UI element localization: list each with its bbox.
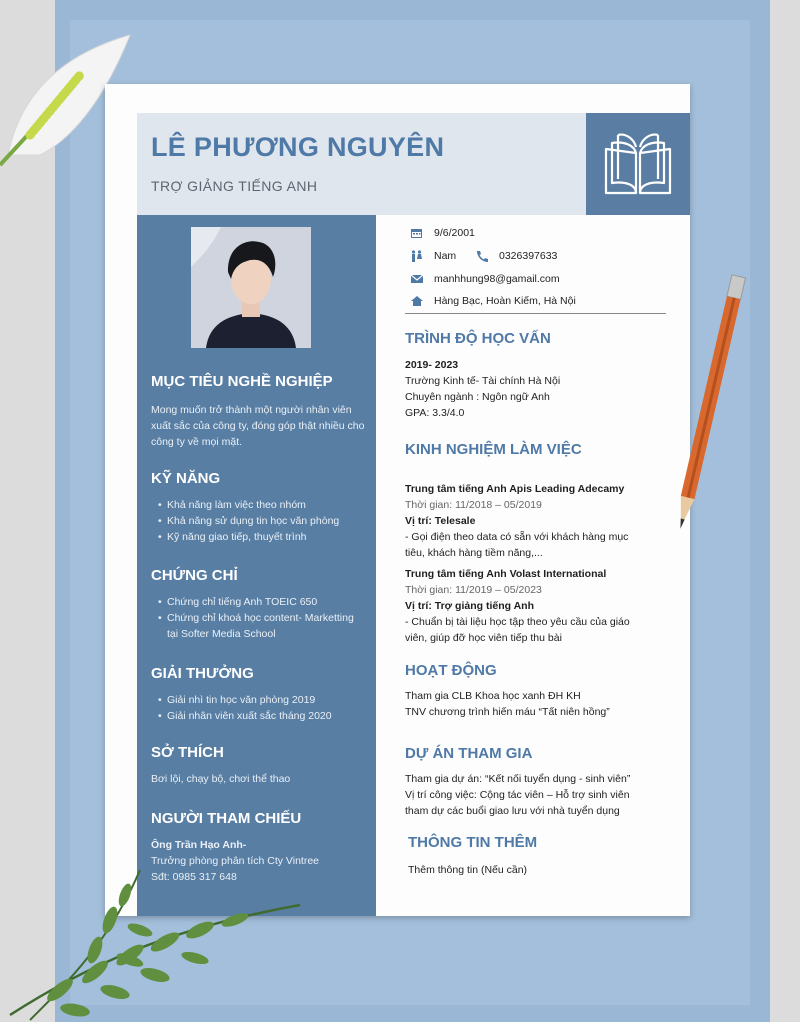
divider — [405, 313, 666, 314]
job-time: Thời gian: 11/2018 – 05/2019 — [405, 499, 542, 511]
home-icon — [410, 295, 424, 307]
address-row — [410, 295, 576, 307]
header-band — [137, 113, 586, 215]
education-school: Trường Kinh tế- Tài chính Hà Nội — [405, 375, 561, 387]
objective-heading: MỤC TIÊU NGHỀ NGHIỆP — [151, 373, 333, 390]
activities-heading: HOẠT ĐỘNG — [405, 662, 497, 679]
education-block — [405, 357, 650, 421]
address-value: Hàng Bạc, Hoàn Kiếm, Hà Nội — [434, 295, 576, 307]
fern-decoration — [0, 850, 310, 1022]
job-desc: - Chuẩn bị tài liệu học tập theo yêu cầu của giáo viên, giúp đỡ học viên tiếp thu bài — [405, 616, 630, 644]
certificates-heading: CHỨNG CHỈ — [151, 567, 238, 584]
gender-icon — [410, 250, 424, 262]
list-item: • Kỹ năng giao tiếp, thuyết trình — [158, 529, 363, 545]
book-logo-box — [586, 113, 690, 215]
dob-value: 9/6/2001 — [434, 227, 475, 239]
email-row — [410, 273, 560, 285]
activity-line: Tham gia CLB Khoa học xanh ĐH KH — [405, 690, 581, 702]
list-item: • Khả năng sử dụng tin học văn phòng — [158, 513, 363, 529]
job-time: Thời gian: 11/2019 – 05/2023 — [405, 584, 542, 596]
skills-heading: KỸ NĂNG — [151, 470, 221, 487]
phone-row — [475, 250, 557, 262]
skills-list — [158, 497, 363, 545]
job-position: Vị trí: Trợ giảng tiếng Anh — [405, 600, 534, 612]
candidate-name: LÊ PHƯƠNG NGUYÊN — [151, 132, 445, 162]
objective-text: Mong muốn trở thành một người nhân viên xuất sắc của công ty, đóng góp thật nhiều cho công ty về mọi mặt. — [151, 404, 365, 448]
experience-job-1 — [405, 481, 650, 561]
phone-value: 0326397633 — [499, 250, 558, 262]
gender-row — [410, 250, 456, 262]
pencil-decoration — [664, 268, 754, 543]
job-desc: - Gọi điện theo data có sẵn với khách hàng mục tiêu, khách hàng tiềm năng,... — [405, 531, 629, 559]
education-heading: TRÌNH ĐỘ HỌC VẤN — [405, 330, 551, 347]
projects-block — [405, 771, 650, 819]
list-item: • Giải nhân viên xuất sắc tháng 2020 — [158, 708, 363, 724]
calendar-icon — [410, 227, 424, 239]
awards-list — [158, 692, 363, 724]
email-value: manhhung98@gamail.com — [434, 273, 560, 285]
awards-heading: GIẢI THƯỞNG — [151, 665, 254, 682]
activities-block — [405, 688, 650, 720]
extra-text: Thêm thông tin (Nếu cần) — [408, 864, 528, 876]
experience-job-2 — [405, 566, 650, 646]
project-line: Tham gia dự án: “Kết nối tuyển dụng - sinh viên” — [405, 773, 631, 785]
extra-heading: THÔNG TIN THÊM — [408, 834, 538, 851]
gender-value: Nam — [434, 250, 457, 262]
education-major: Chuyên ngành : Ngôn ngữ Anh — [405, 391, 550, 403]
candidate-role: TRỢ GIẢNG TIẾNG ANH — [151, 178, 318, 194]
portrait-image — [191, 227, 311, 348]
profile-photo — [191, 227, 311, 348]
experience-heading: KINH NGHIỆM LÀM VIỆC — [405, 441, 582, 458]
certificates-list — [158, 594, 363, 642]
project-line: Vị trí công việc: Cộng tác viên – Hỗ trợ sinh viên tham dự các buổi giao lưu với nhà tuyển dụng — [405, 789, 630, 817]
job-position: Vị trí: Telesale — [405, 515, 476, 527]
projects-heading: DỰ ÁN THAM GIA — [405, 745, 533, 762]
phone-icon — [475, 250, 489, 262]
list-item: • Giải nhì tin học văn phòng 2019 — [158, 692, 363, 708]
dob-row — [410, 227, 475, 239]
open-book-icon — [586, 113, 690, 215]
hobbies-heading: SỞ THÍCH — [151, 744, 224, 761]
education-years: 2019- 2023 — [405, 359, 459, 371]
job-company: Trung tâm tiếng Anh Apis Leading Adecamy — [405, 483, 625, 495]
education-gpa: GPA: 3.3/4.0 — [405, 407, 465, 419]
list-item: • Chứng chỉ khoá học content- Marketting tại Softer Media School — [158, 610, 363, 642]
reference-heading: NGƯỜI THAM CHIẾU — [151, 810, 302, 827]
job-company: Trung tâm tiếng Anh Volast International — [405, 568, 607, 580]
list-item: • Chứng chỉ tiếng Anh TOEIC 650 — [158, 594, 363, 610]
hobbies-text: Bơi lội, chạy bộ, chơi thể thao — [151, 773, 291, 785]
activity-line: TNV chương trình hiến máu “Tất niên hồng” — [405, 706, 610, 718]
reference-name: Ông Trần Hạo Anh- — [151, 839, 247, 851]
reference-position: Trưởng phòng phân tích Cty Vintree — [151, 855, 320, 867]
email-icon — [410, 273, 424, 285]
reference-phone: Sđt: 0985 317 648 — [151, 871, 237, 883]
list-item: • Khả năng làm việc theo nhóm — [158, 497, 363, 513]
